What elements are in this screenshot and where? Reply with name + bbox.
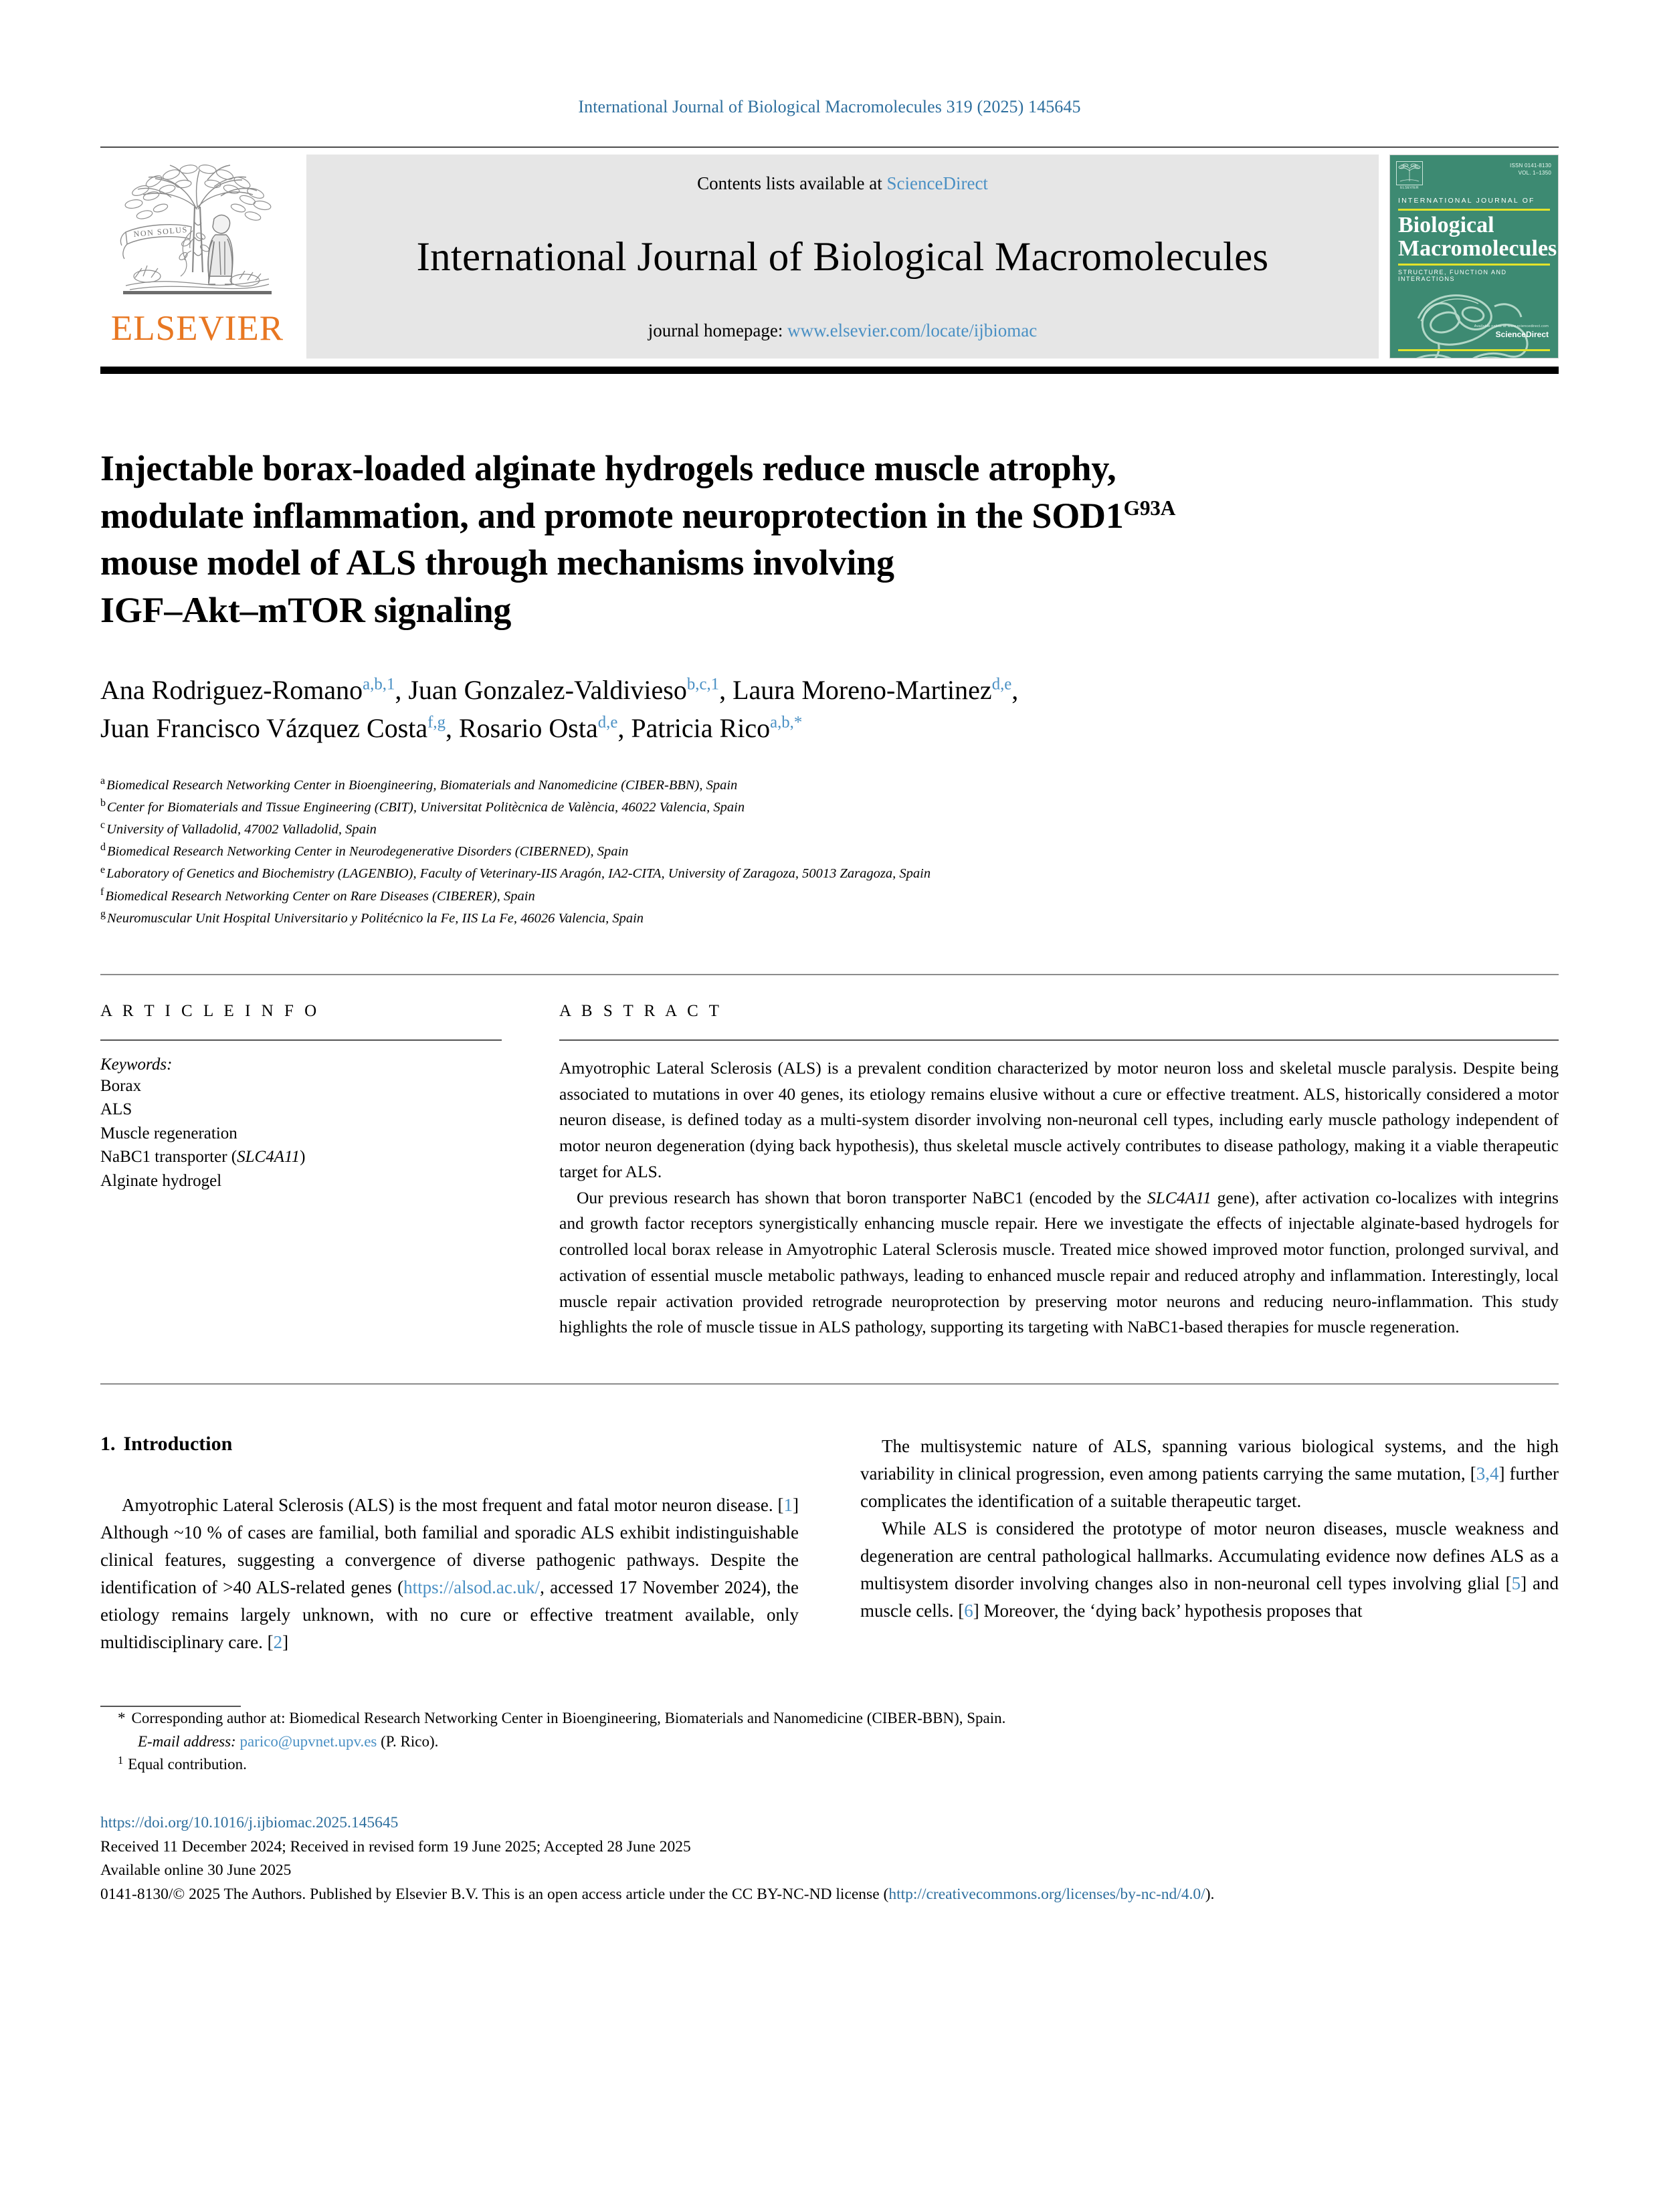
abstract-column bbox=[559, 1002, 1559, 1340]
body-columns bbox=[100, 1433, 1559, 1656]
affiliation-text: Laboratory of Genetics and Biochemistry (LAGENBIO), Faculty of Veterinary-IIS Aragón, IA2-CITA, University of Zaragoza, 50013 Zaragoza, Spain bbox=[106, 866, 931, 882]
reference-link-3-4[interactable]: 3,4 bbox=[1476, 1464, 1499, 1484]
journal-banner bbox=[306, 155, 1379, 359]
affiliation-item bbox=[100, 841, 1559, 863]
homepage-prefix: journal homepage: bbox=[648, 320, 788, 340]
affiliation-text: Biomedical Research Networking Center in Neurodegenerative Disorders (CIBERNED), Spain bbox=[107, 844, 629, 860]
email-label: E-mail address: bbox=[138, 1732, 236, 1750]
title-line-4: IGF–Akt–mTOR signaling bbox=[100, 590, 512, 631]
contents-line bbox=[697, 173, 988, 194]
article-info-heading: A R T I C L E I N F O bbox=[100, 1001, 320, 1020]
cover-journal-name bbox=[1398, 213, 1557, 261]
author-affiliation-marks: d,e bbox=[597, 713, 618, 732]
cover-issn-line2: VOL. 1–1350 bbox=[1518, 169, 1551, 176]
cover-subtitle: STRUCTURE, FUNCTION AND INTERACTIONS bbox=[1398, 269, 1507, 282]
abstract-underline bbox=[559, 1039, 1559, 1041]
intro-right-text-e: ] Moreover, the ‘dying back’ hypothesis proposes that bbox=[973, 1601, 1363, 1621]
cover-sd-wordmark: ScienceDirect bbox=[1495, 330, 1549, 339]
journal-cover-thumbnail bbox=[1389, 155, 1559, 359]
article-info-column bbox=[100, 1002, 502, 1340]
body-column-right bbox=[860, 1433, 1559, 1656]
keyword-item: NaBC1 transporter (SLC4A11) bbox=[100, 1148, 306, 1167]
abstract-heading: A B S T R A C T bbox=[559, 1001, 722, 1020]
cover-name-line2: Macromolecules bbox=[1398, 235, 1557, 261]
author-separator: , bbox=[719, 674, 733, 705]
keyword-item: ALS bbox=[100, 1100, 132, 1119]
body-column-left bbox=[100, 1433, 799, 1656]
author-separator: , bbox=[395, 674, 409, 705]
intro-left-text-c: , accessed 17 November 2024), the etiology remains largely unknown, with no cure or effective treatment available, only multidisciplinary care. [ bbox=[100, 1577, 799, 1653]
cover-kicker: INTERNATIONAL JOURNAL OF bbox=[1398, 197, 1535, 205]
alsod-database-link[interactable]: https://alsod.ac.uk/ bbox=[403, 1577, 541, 1598]
journal-masthead bbox=[100, 155, 1559, 359]
license-link[interactable]: http://creativecommons.org/licenses/by-nc-nd/4.0/ bbox=[888, 1886, 1205, 1904]
running-head: International Journal of Biological Macromolecules 319 (2025) 145645 bbox=[578, 97, 1081, 116]
journal-homepage-link[interactable]: www.elsevier.com/locate/ijbiomac bbox=[787, 320, 1038, 340]
affiliation-text: Center for Biomaterials and Tissue Engineering (CBIT), Universitat Politècnica de València, 46022 Valencia, Spain bbox=[107, 799, 745, 815]
affiliation-text: University of Valladolid, 47002 Valladolid, Spain bbox=[106, 821, 377, 837]
intro-right-text-a: The multisystemic nature of ALS, spanning various biological systems, and the high variability in clinical progression, even among patients carrying the same mutation, [ bbox=[860, 1436, 1559, 1484]
author-affiliation-marks: b,c,1 bbox=[686, 675, 720, 694]
title-line-1: Injectable borax-loaded alginate hydrogels reduce muscle atrophy, bbox=[100, 448, 1116, 488]
author-name[interactable]: Juan Gonzalez-Valdivieso bbox=[408, 674, 687, 705]
reference-link-2[interactable]: 2 bbox=[273, 1632, 283, 1653]
cover-macromolecule-illustration bbox=[1394, 281, 1555, 359]
affiliation-mark: d bbox=[100, 841, 106, 853]
section-number: 1. bbox=[100, 1433, 116, 1455]
keyword-gene-name: SLC4A11 bbox=[237, 1148, 300, 1167]
homepage-line bbox=[648, 320, 1038, 341]
affiliation-mark: a bbox=[100, 775, 106, 787]
affiliation-text: Neuromuscular Unit Hospital Universitario y Politécnico la Fe, IIS La Fe, 46026 Valencia, Spain bbox=[107, 910, 644, 926]
intro-paragraph-right-2 bbox=[860, 1515, 1559, 1625]
author-affiliation-marks: a,b,1 bbox=[363, 675, 395, 694]
affiliation-item bbox=[100, 775, 1559, 797]
elsevier-tree-icon bbox=[114, 157, 281, 310]
footnote-equal-contribution bbox=[100, 1753, 1559, 1777]
author-affiliation-marks: d,e bbox=[991, 675, 1012, 694]
affiliation-mark: c bbox=[100, 819, 106, 831]
footnote-corresponding-author bbox=[100, 1707, 1559, 1730]
author-separator: , bbox=[445, 712, 459, 743]
title-superscript: G93A bbox=[1123, 496, 1176, 520]
abstract-block-bottom-rule bbox=[100, 1383, 1559, 1385]
article-info-underline bbox=[100, 1039, 502, 1041]
footnote-number-mark: 1 bbox=[118, 1753, 124, 1767]
svg-text:ELSEVIER: ELSEVIER bbox=[1400, 186, 1419, 190]
contents-prefix: Contents lists available at bbox=[697, 173, 887, 193]
intro-paragraph-right-1 bbox=[860, 1433, 1559, 1515]
masthead-top-rule bbox=[100, 146, 1559, 148]
affiliation-list bbox=[100, 775, 1559, 930]
intro-paragraph-left bbox=[100, 1492, 799, 1656]
affiliation-mark: b bbox=[100, 797, 106, 809]
title-line-2: modulate inflammation, and promote neuroprotection in the SOD1 bbox=[100, 495, 1124, 536]
affiliation-mark: e bbox=[100, 864, 106, 876]
page-title bbox=[100, 445, 1559, 634]
affiliation-text: Biomedical Research Networking Center on Rare Diseases (CIBERER), Spain bbox=[105, 888, 535, 904]
copyright-text-a: 0141-8130/© 2025 The Authors. Published by Elsevier B.V. This is an open access article under the CC BY-NC-ND license ( bbox=[100, 1886, 889, 1904]
reference-link-5[interactable]: 5 bbox=[1511, 1573, 1521, 1594]
cover-rule-mid bbox=[1398, 264, 1550, 266]
copyright-text-b: ). bbox=[1205, 1886, 1215, 1904]
footnote-email bbox=[100, 1730, 1559, 1754]
affiliation-mark: g bbox=[100, 908, 106, 920]
cover-issn bbox=[1510, 163, 1551, 177]
journal-title: International Journal of Biological Macromolecules bbox=[416, 234, 1269, 280]
affiliation-item bbox=[100, 819, 1559, 841]
author-name[interactable]: Ana Rodriguez-Romano bbox=[100, 674, 363, 705]
keyword-item: Alginate hydrogel bbox=[100, 1171, 222, 1190]
author-name[interactable]: Rosario Osta bbox=[458, 712, 598, 743]
section-title: Introduction bbox=[123, 1433, 233, 1455]
intro-left-text-d: ] bbox=[282, 1632, 289, 1653]
cover-issn-line1: ISSN 0141-8130 bbox=[1510, 163, 1551, 169]
abstract-p2-part-a: Our previous research has shown that boron transporter NaBC1 (encoded by the bbox=[577, 1187, 1147, 1207]
author-affiliation-marks: a,b,* bbox=[770, 713, 803, 732]
abstract-paragraph-2 bbox=[559, 1185, 1559, 1341]
masthead-thick-rule bbox=[100, 367, 1559, 374]
footnote-star-mark: * bbox=[118, 1710, 126, 1727]
cover-sciencedirect bbox=[1474, 324, 1549, 339]
keyword-item: Borax bbox=[100, 1076, 142, 1095]
intro-left-text-a: Amyotrophic Lateral Sclerosis (ALS) is the most frequent and fatal motor neuron disease. [ bbox=[122, 1495, 784, 1516]
intro-right-text-d: ] and muscle cells. [ bbox=[860, 1573, 1559, 1621]
publication-info bbox=[100, 1811, 1559, 1907]
abstract-block-top-rule bbox=[100, 974, 1559, 975]
affiliation-item bbox=[100, 908, 1559, 930]
author-name[interactable]: Laura Moreno-Martinez bbox=[733, 674, 992, 705]
author-name[interactable]: Juan Francisco Vázquez Costa bbox=[100, 712, 428, 743]
footnote-corresponding-text: Corresponding author at: Biomedical Research Networking Center in Bioengineering, Biomaterials and Nanomedicine (CIBER-BBN), Spain. bbox=[131, 1710, 1006, 1727]
reference-link-6[interactable]: 6 bbox=[964, 1601, 973, 1621]
abstract-p2-part-b: gene), after activation co-localizes with integrins and growth factor receptors synergistically enhancing muscle repair. Here we investigate the effects of injectable alginate-based hydrogels for controlled local borax release in Amyotrophic Lateral Sclerosis muscle. Treated mice showed improved motor function, prolonged survival, and activation of essential muscle metabolic pathways, leading to enhanced muscle repair and reduced atrophy and inflammation. Interestingly, local muscle repair activation provided retrograde neuroprotection by preserving motor neurons and reducing neuro-inflammation. This study highlights the role of muscle tissue in ALS pathology, supporting its targeting with NaBC1-based therapies for muscle regeneration. bbox=[559, 1187, 1559, 1337]
available-online-date: Available online 30 June 2025 bbox=[100, 1862, 292, 1880]
author-name[interactable]: Patricia Rico bbox=[631, 712, 771, 743]
footnote-equal-text: Equal contribution. bbox=[128, 1756, 247, 1773]
intro-right-text-c: While ALS is considered the prototype of motor neuron diseases, muscle weakness and degeneration are central pathological hallmarks. Accumulating evidence now defines ALS as a multisystem disorder involving changes also in non-neuronal cell types involving glial [ bbox=[860, 1518, 1559, 1594]
author-separator: , bbox=[617, 712, 631, 743]
author-affiliation-marks: f,g bbox=[427, 713, 446, 732]
copyright-statement bbox=[100, 1883, 1559, 1907]
cover-rule-top bbox=[1398, 209, 1550, 211]
cover-name-line1: Biological bbox=[1398, 213, 1494, 237]
cover-elsevier-icon bbox=[1396, 161, 1423, 191]
intro-left-text-b: ] Although ~10 % of cases are familial, both familial and sporadic ALS exhibit indistinguishable clinical features, suggesting a convergence of diverse pathogenic pathways. Despite the identification of >40 ALS-related genes ( bbox=[100, 1495, 799, 1598]
keyword-item: Muscle regeneration bbox=[100, 1124, 237, 1142]
elsevier-wordmark: ELSEVIER bbox=[110, 309, 284, 348]
affiliation-item bbox=[100, 886, 1559, 908]
received-dates: Received 11 December 2024; Received in revised form 19 June 2025; Accepted 28 June 2025 bbox=[100, 1837, 691, 1855]
abstract-paragraph-1: Amyotrophic Lateral Sclerosis (ALS) is a prevalent condition characterized by motor neuron loss and skeletal muscle paralysis. Despite being associated to mutations in over 40 genes, its etiology remains elusive without a cure or effective treatment. ALS, historically considered a motor neuron disease, is defined today as a multi-system disorder involving non-neuronal cell types, including early muscle pathology independent of motor neuron degeneration (dying back hypothesis), thus skeletal muscle actively contributes to disease pathology, making it a viable therapeutic target for ALS. bbox=[559, 1058, 1559, 1181]
author-list bbox=[100, 672, 1559, 748]
abstract-gene-name: SLC4A11 bbox=[1147, 1187, 1211, 1207]
keywords-label: Keywords: bbox=[100, 1055, 173, 1074]
intro-right-text-b: ] further complicates the identification of a suitable therapeutic target. bbox=[860, 1464, 1559, 1512]
section-heading-introduction bbox=[100, 1433, 799, 1455]
svg-text:NON SOLUS: NON SOLUS bbox=[133, 224, 189, 239]
elsevier-logo bbox=[100, 155, 294, 359]
title-line-3: mouse model of ALS through mechanisms involving bbox=[100, 542, 894, 583]
affiliation-text: Biomedical Research Networking Center in Bioengineering, Biomaterials and Nanomedicine (CIBER-BBN), Spain bbox=[106, 777, 738, 793]
affiliation-item bbox=[100, 863, 1559, 885]
doi-link[interactable]: https://doi.org/10.1016/j.ijbiomac.2025.145645 bbox=[100, 1813, 399, 1831]
cover-sd-caption: Available online at www.sciencedirect.com bbox=[1474, 324, 1549, 328]
cover-rule-bottom bbox=[1398, 349, 1550, 351]
sciencedirect-link[interactable]: ScienceDirect bbox=[886, 173, 988, 193]
affiliation-item bbox=[100, 797, 1559, 819]
article-info-abstract-block bbox=[100, 1002, 1559, 1340]
email-suffix: (P. Rico). bbox=[381, 1732, 439, 1750]
affiliation-mark: f bbox=[100, 886, 104, 898]
author-separator: , bbox=[1011, 674, 1019, 705]
email-link[interactable]: parico@upvnet.upv.es bbox=[239, 1732, 377, 1750]
reference-link-1[interactable]: 1 bbox=[783, 1495, 793, 1516]
